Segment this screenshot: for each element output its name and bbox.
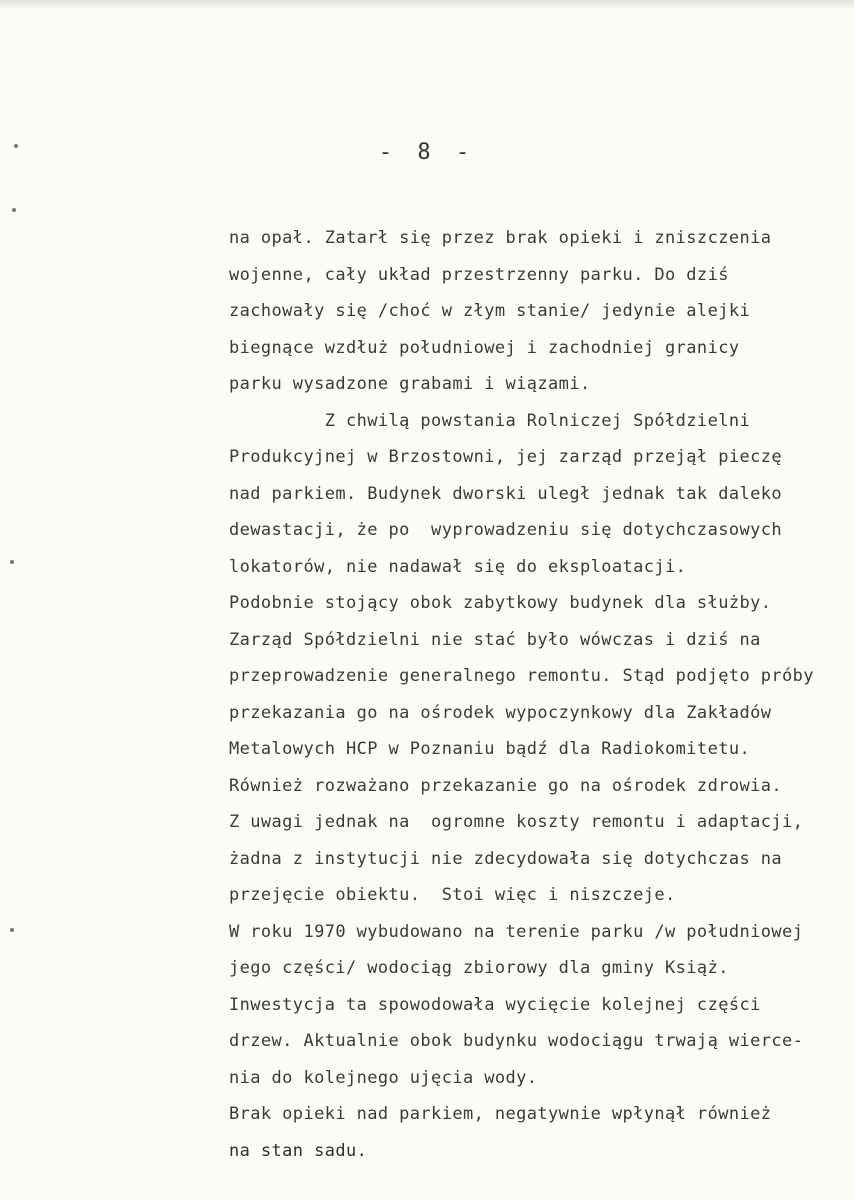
text-line: Z chwilą powstania Rolniczej Spółdzielni	[229, 410, 751, 431]
typewritten-text	[229, 228, 829, 1177]
text-line: jego części/ wodociąg zbiorowy dla gminy Książ.	[229, 958, 729, 978]
text-line: na opał. Zatarł się przez brak opieki i zniszczenia	[229, 228, 772, 248]
margin-speck	[10, 560, 14, 564]
text-line: wojenne, cały układ przestrzenny parku. Do dziś	[229, 264, 729, 285]
text-line: Inwestycja ta spowodowała wycięcie kolejnej części	[229, 994, 761, 1015]
text-line: żadna z instytucji nie zdecydowała się dotychczas na	[229, 848, 783, 869]
text-line: biegnące wzdłuż południowej i zachodniej granicy	[229, 337, 740, 358]
text-line: na stan sadu.	[229, 1140, 368, 1161]
page-number: - 8 -	[378, 140, 476, 165]
margin-speck	[12, 208, 16, 212]
text-line: zachowały się /choć w złym stanie/ jedynie alejki	[229, 301, 751, 321]
text-line: przeprowadzenie generalnego remontu. Stąd podjęto próby	[229, 666, 814, 686]
text-line: Podobnie stojący obok zabytkowy budynek dla służby.	[229, 593, 772, 613]
text-line: Również rozważano przekazanie go na ośrodek zdrowia.	[229, 775, 783, 796]
text-line: parku wysadzone grabami i wiązami.	[229, 374, 591, 394]
text-line: przejęcie obiektu. Stoi więc i niszczeje.	[229, 885, 676, 905]
text-line: lokatorów, nie nadawał się do eksploatacji.	[229, 556, 687, 577]
text-line: nad parkiem. Budynek dworski uległ jednak tak daleko	[229, 483, 783, 504]
text-line: nia do kolejnego ujęcia wody.	[229, 1067, 538, 1088]
text-line: W roku 1970 wybudowano na terenie parku /w południowej	[229, 921, 804, 942]
text-line: Brak opieki nad parkiem, negatywnie wpłynął również	[229, 1104, 772, 1124]
margin-speck	[10, 928, 14, 932]
text-line: przekazania go na ośrodek wypoczynkowy dla Zakładów	[229, 702, 772, 723]
text-line: dewastacji, że po wyprowadzeniu się dotychczasowych	[229, 520, 783, 540]
text-line: Z uwagi jednak na ogromne koszty remontu i adaptacji,	[229, 812, 804, 832]
text-line: Zarząd Spółdzielni nie stać było wówczas i dziś na	[229, 629, 761, 650]
text-line: drzew. Aktualnie obok budynku wodociągu trwają wierce-	[229, 1031, 804, 1051]
text-line: Metalowych HCP w Poznaniu bądź dla Radiokomitetu.	[229, 739, 751, 759]
page-edge-shadow	[0, 0, 854, 10]
text-line: Produkcyjnej w Brzostowni, jej zarząd przejął pieczę	[229, 447, 783, 467]
